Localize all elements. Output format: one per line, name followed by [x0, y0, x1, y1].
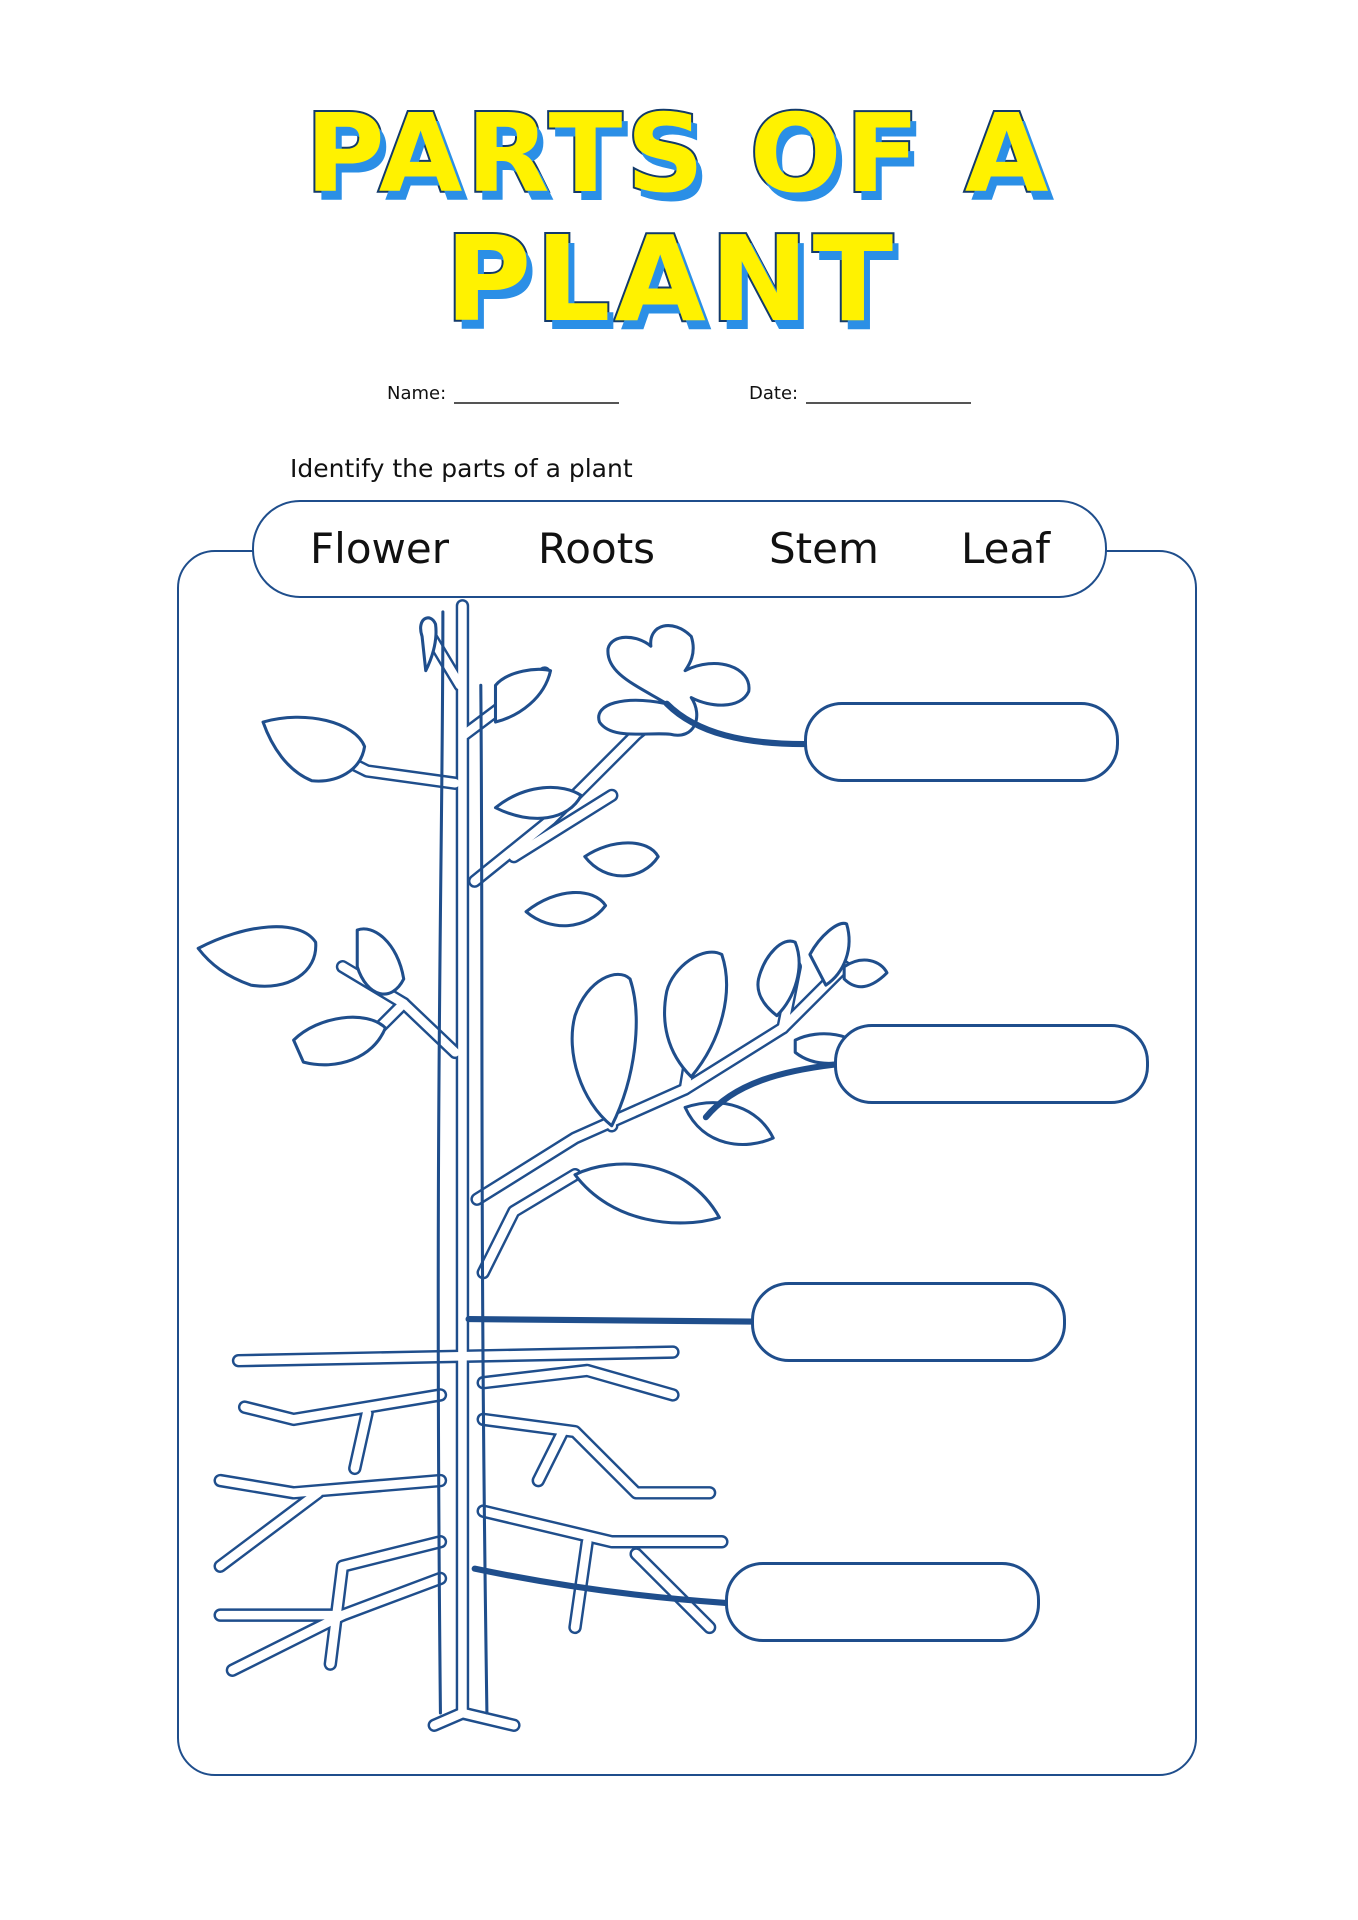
word-bank — [252, 500, 1107, 598]
instruction-text: Identify the parts of a plant — [290, 454, 633, 483]
word-bank-leaf: Leaf — [961, 524, 1051, 573]
name-label: Name: — [387, 383, 447, 404]
word-bank-roots: Roots — [538, 524, 656, 573]
flower — [599, 626, 749, 736]
answer-box-leaf[interactable] — [834, 1024, 1149, 1104]
answer-box-flower[interactable] — [804, 702, 1119, 782]
leaves — [198, 618, 887, 1223]
answer-box-roots[interactable] — [725, 1562, 1040, 1642]
title-line-1: PARTS OF A — [305, 92, 1053, 217]
answer-box-stem[interactable] — [751, 1282, 1066, 1362]
pointer-roots — [475, 1569, 726, 1603]
date-label: Date: — [749, 383, 799, 404]
title-line-2: PLANT — [444, 210, 898, 348]
word-bank-flower: Flower — [310, 524, 449, 573]
pointer-stem — [469, 1319, 752, 1321]
word-bank-stem: Stem — [769, 524, 879, 573]
